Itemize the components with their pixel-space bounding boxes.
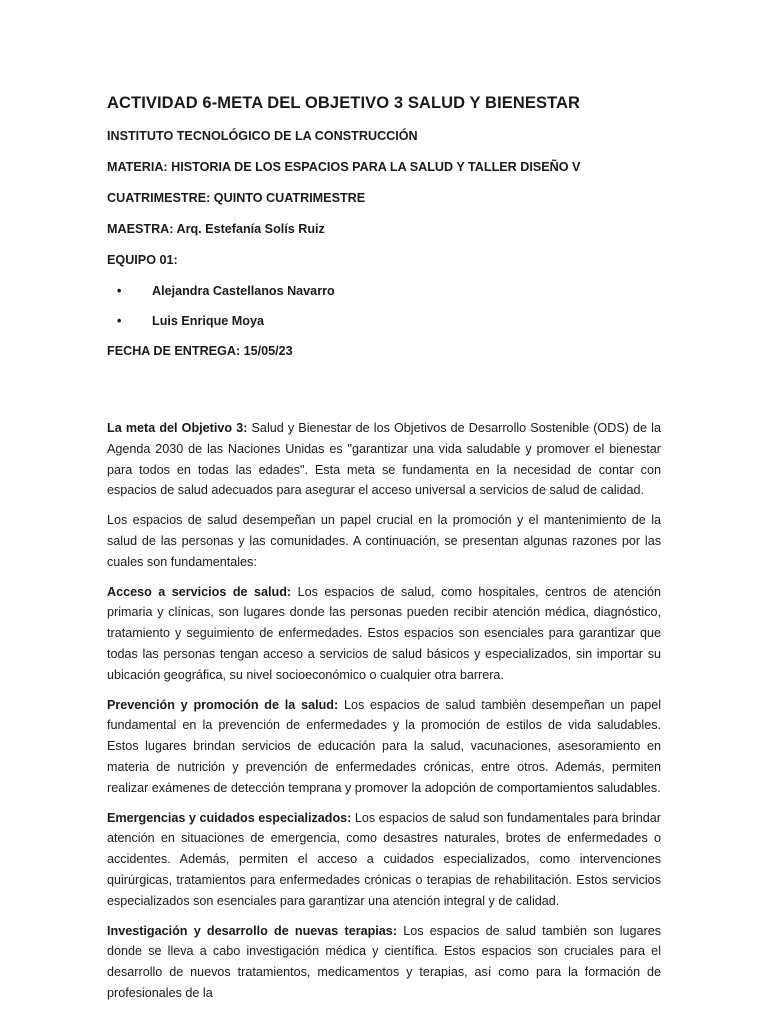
- institute-line: INSTITUTO TECNOLÓGICO DE LA CONSTRUCCIÓN: [107, 129, 418, 143]
- paragraph-text: Los espacios de salud también son lugares donde se lleva a cabo investigación médica y científica. Estos espacios son cruciales para el desarrollo de nuevos tratamientos, medicamentos y terapias, así como para la formación de profesionales de la: [107, 923, 662, 1000]
- paragraph-text: Los espacios de salud, como hospitales, centros de atención primaria y clínicas, son lugares donde las personas pueden recibir atención médica, diagnóstico, tratamiento y seguimiento de enfermedades. Estos espacios son esenciales para garantizar que todas las personas tengan acceso a servicios de salud básicos y especializados, sin importar su ubicación geográfica, su nivel socioeconómico o cualquier otra barrera.: [107, 584, 661, 682]
- paragraph-lead: La meta del Objetivo 3:: [107, 421, 248, 435]
- team-member-item: [107, 315, 661, 328]
- paragraph-lead: Investigación y desarrollo de nuevas terapias:: [107, 923, 398, 938]
- paragraph-text: Los espacios de salud también desempeñan un papel fundamental en la prevención de enfermedades y la promoción de estilos de vida saludables. Estos lugares brindan servicios de educación para la salud, vacunaciones, asesoramiento en materia de nutrición y prevención de enfermedades crónicas, entre otros. Además, permiten realizar exámenes de detección temprana y promover la adopción de comportamientos saludables.: [107, 697, 662, 795]
- paragraph-prevention: [107, 695, 661, 799]
- term-line: CUATRIMESTRE: QUINTO CUATRIMESTRE: [107, 191, 366, 205]
- team-member-item: [107, 285, 661, 298]
- bullet-icon: •: [117, 314, 122, 328]
- paragraph-research: [107, 921, 661, 1004]
- paragraph-emergencies: [107, 808, 661, 912]
- paragraph-lead: Acceso a servicios de salud:: [107, 584, 292, 599]
- bullet-icon: •: [117, 284, 122, 298]
- paragraph-text: Salud y Bienestar de los Objetivos de Desarrollo Sostenible (ODS) de la Agenda 2030 de las Naciones Unidas es "garantizar una vida saludable y promover el bienestar para todos en todas las edades". Esta meta se fundamenta en la necesidad de contar con espacios de salud adecuados para asegurar el acceso universal a servicios de salud de calidad.: [107, 421, 661, 498]
- paragraph-intro: [107, 510, 661, 572]
- document-title: ACTIVIDAD 6-META DEL OBJETIVO 3 SALUD Y BIENESTAR: [107, 94, 581, 112]
- paragraph-access: [107, 582, 661, 686]
- subject-line: MATERIA: HISTORIA DE LOS ESPACIOS PARA LA SALUD Y TALLER DISEÑO V: [107, 160, 581, 174]
- paragraph-lead: Emergencias y cuidados especializados:: [107, 810, 352, 825]
- paragraph-goal: [107, 418, 661, 501]
- section-spacer: [107, 376, 661, 418]
- team-member-list: [107, 285, 661, 328]
- teacher-line: MAESTRA: Arq. Estefanía Solís Ruiz: [107, 222, 325, 236]
- team-member-name: Luis Enrique Moya: [152, 314, 264, 328]
- team-label: EQUIPO 01:: [107, 253, 178, 267]
- paragraph-text: Los espacios de salud desempeñan un papel crucial en la promoción y el mantenimiento de la salud de las personas y las comunidades. A continuación, se presentan algunas razones por las cuales son fundamentales:: [107, 513, 661, 569]
- paragraph-lead: Prevención y promoción de la salud:: [107, 697, 339, 712]
- team-member-name: Alejandra Castellanos Navarro: [152, 284, 335, 298]
- due-date-line: FECHA DE ENTREGA: 15/05/23: [107, 344, 293, 358]
- paragraph-text: Los espacios de salud son fundamentales para brindar atención en situaciones de emergencia, como desastres naturales, brotes de enfermedades o accidentes. Además, permiten el acceso a cuidados especializados, como intervenciones quirúrgicas, tratamientos para enfermedades crónicas o terapias de rehabilitación. Estos servicios especializados son esenciales para garantizar una atención integral y de calidad.: [107, 810, 661, 908]
